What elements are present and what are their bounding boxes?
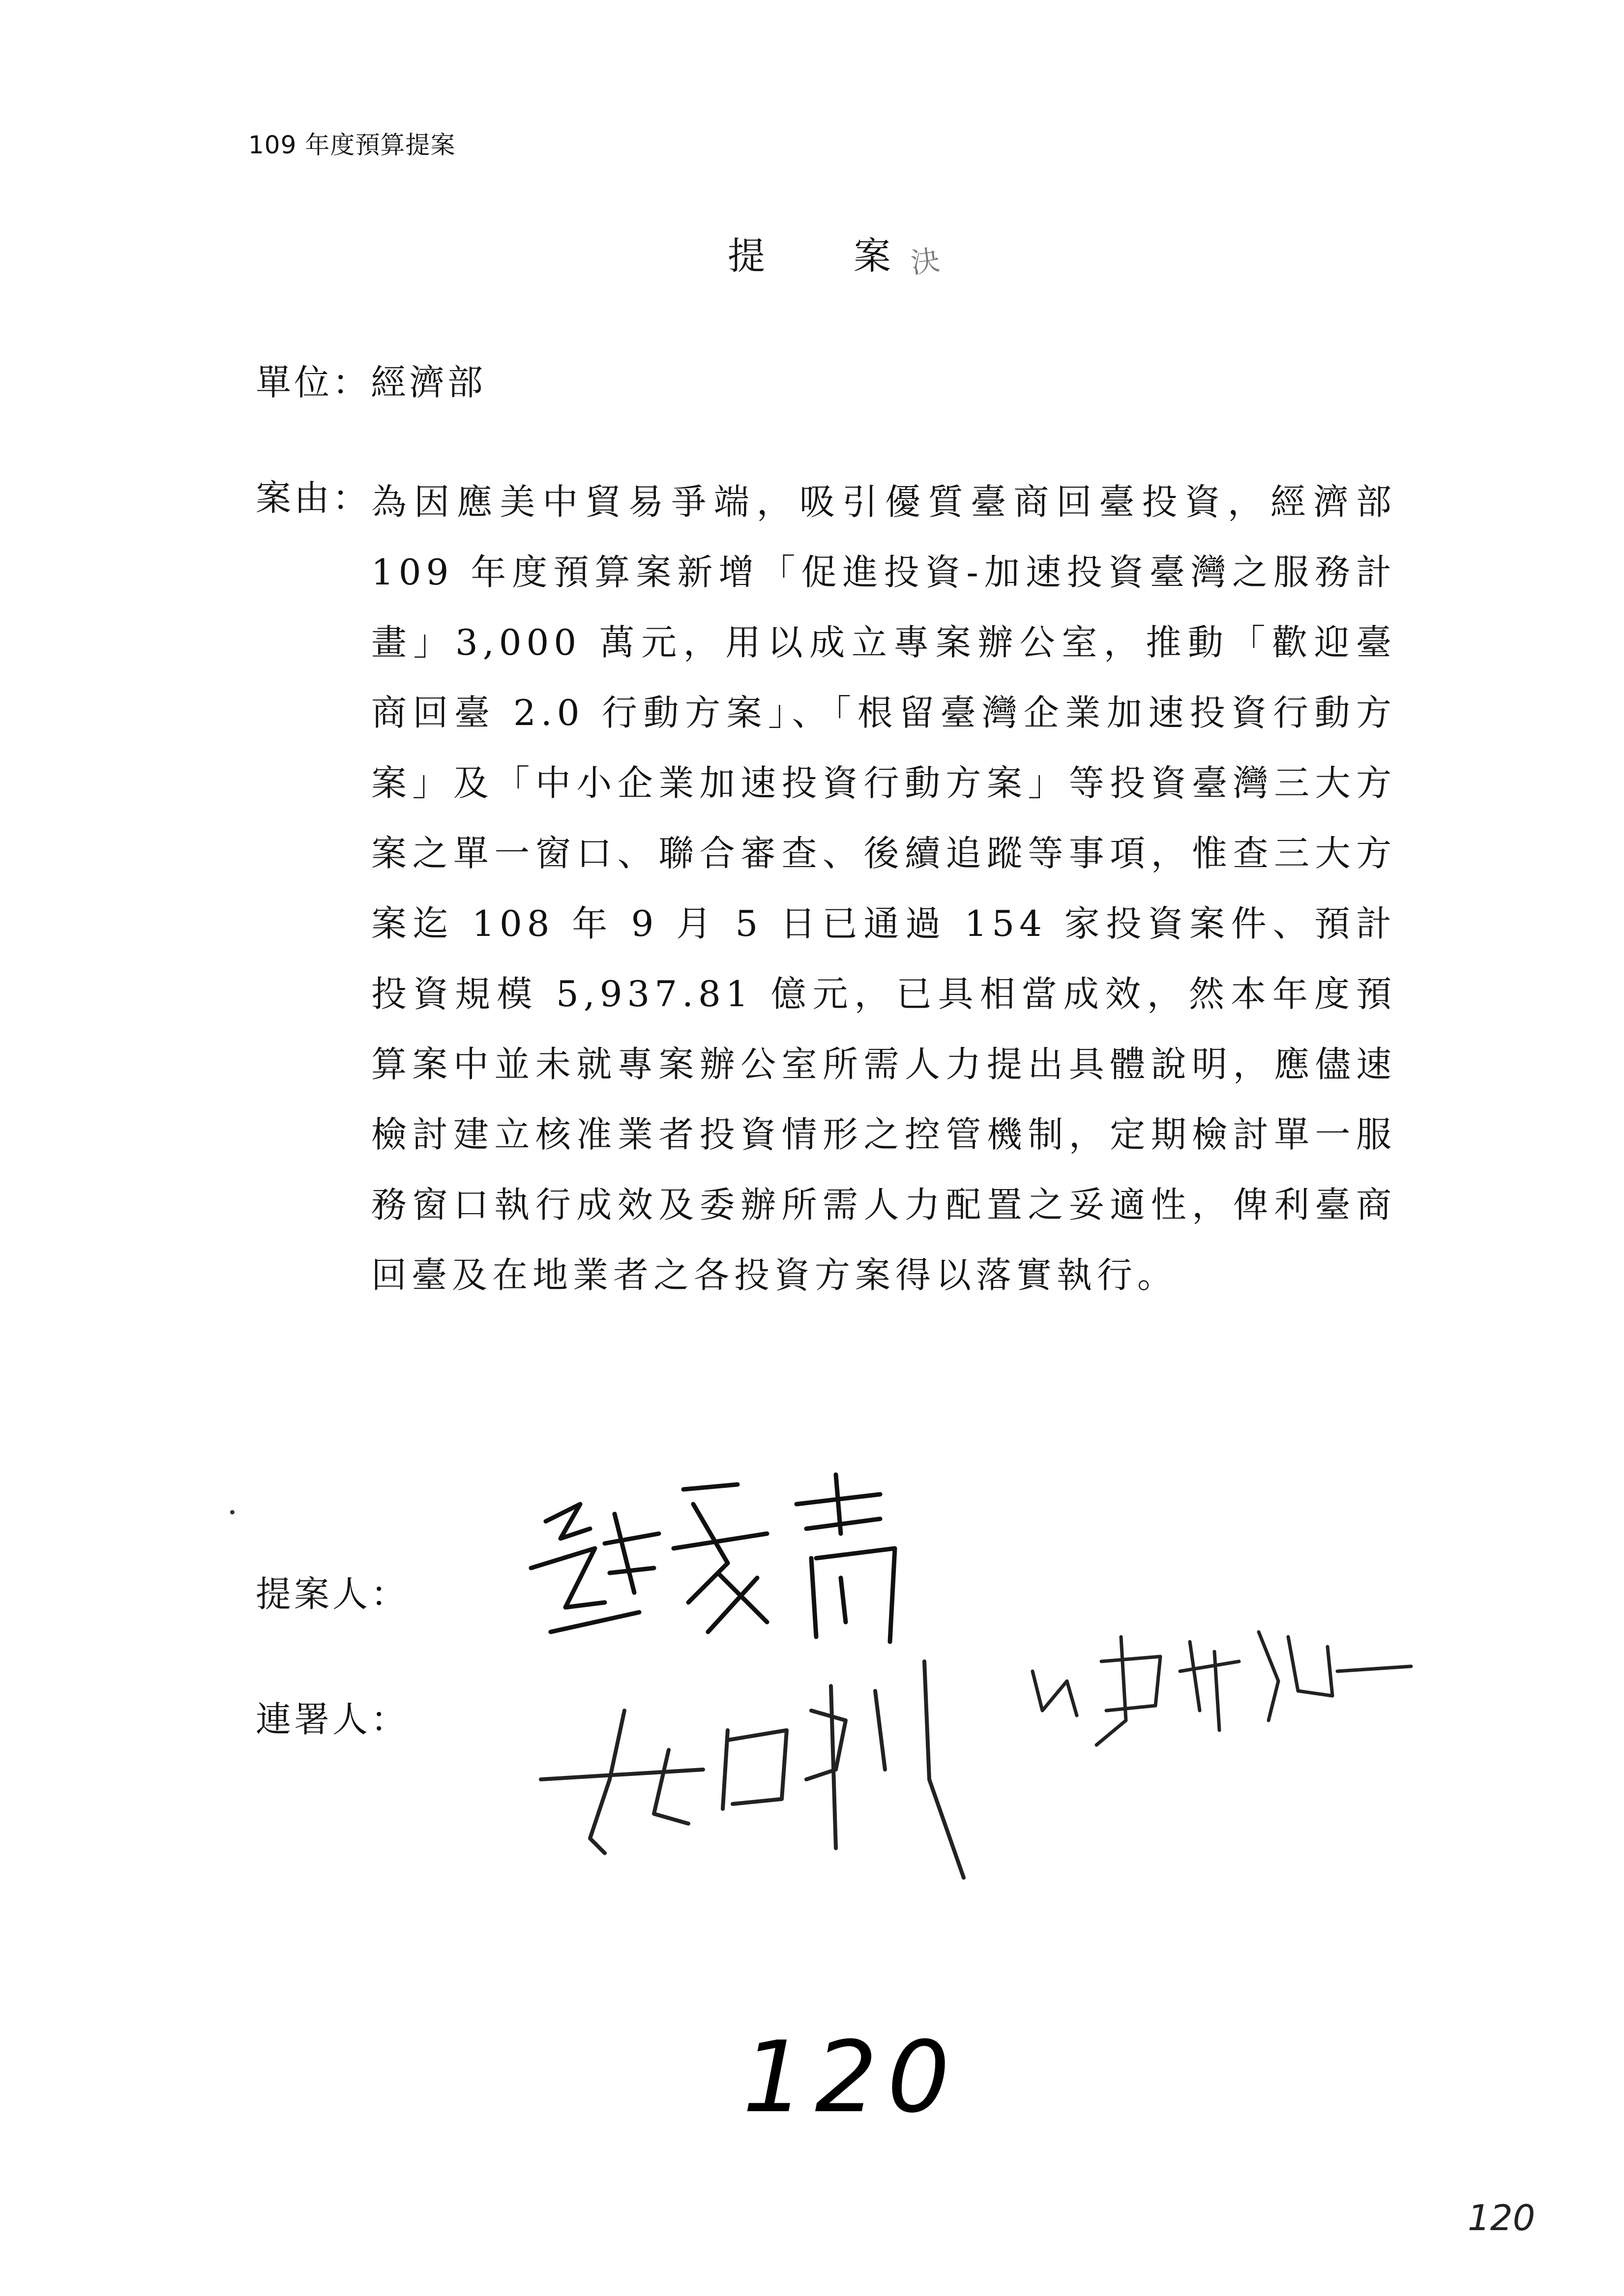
unit-line: 單位：經濟部 <box>256 362 486 403</box>
page-number-handwritten-small: 120 <box>1468 2197 1535 2238</box>
cosigner-signature-1 <box>541 1661 964 1878</box>
reason-label: 案由： <box>256 477 371 519</box>
title-char-1: 提 <box>728 234 765 278</box>
approval-stamp-mark: 決 <box>909 243 942 280</box>
title-char-2: 案 <box>854 234 891 278</box>
proposer-label: 提案人： <box>256 1573 410 1615</box>
reason-body: 為因應美中貿易爭端，吸引優質臺商回臺投資，經濟部 109 年度預算案新增「促進投資-加速投資臺灣之服務計畫」3,000 萬元，用以成立專案辦公室，推動「歡迎臺商回臺 2.0 行動方案」、「根留臺灣企業加速投資行動方案」及「中小企業加速投資行動方案」等投資臺灣三大方案之單一窗口、聯合審查、後續追蹤等事項，惟查三大方案迄 108 年 9 月 5 日已通過 154 家投資案件、預計投資規模 5,937.81 億元，已具相當成效，然本年度預算案中並未就專案辦公室所需人力提出具體說明，應儘速檢討建立核准業者投資情形之控管機制，定期檢討單一服務窗口執行成效及委辦所需人力配置之妥適性，俾利臺商回臺及在地業者之各投資方案得以落實執行。 <box>371 481 1396 1296</box>
cosigner-signature-2 <box>1033 1632 1411 1745</box>
page-number-handwritten-large: 120 <box>742 2020 960 2135</box>
cosigner-label: 連署人： <box>256 1699 410 1740</box>
header-label: 109 年度預算提案 <box>248 131 456 159</box>
proposer-signature <box>531 1475 895 1642</box>
